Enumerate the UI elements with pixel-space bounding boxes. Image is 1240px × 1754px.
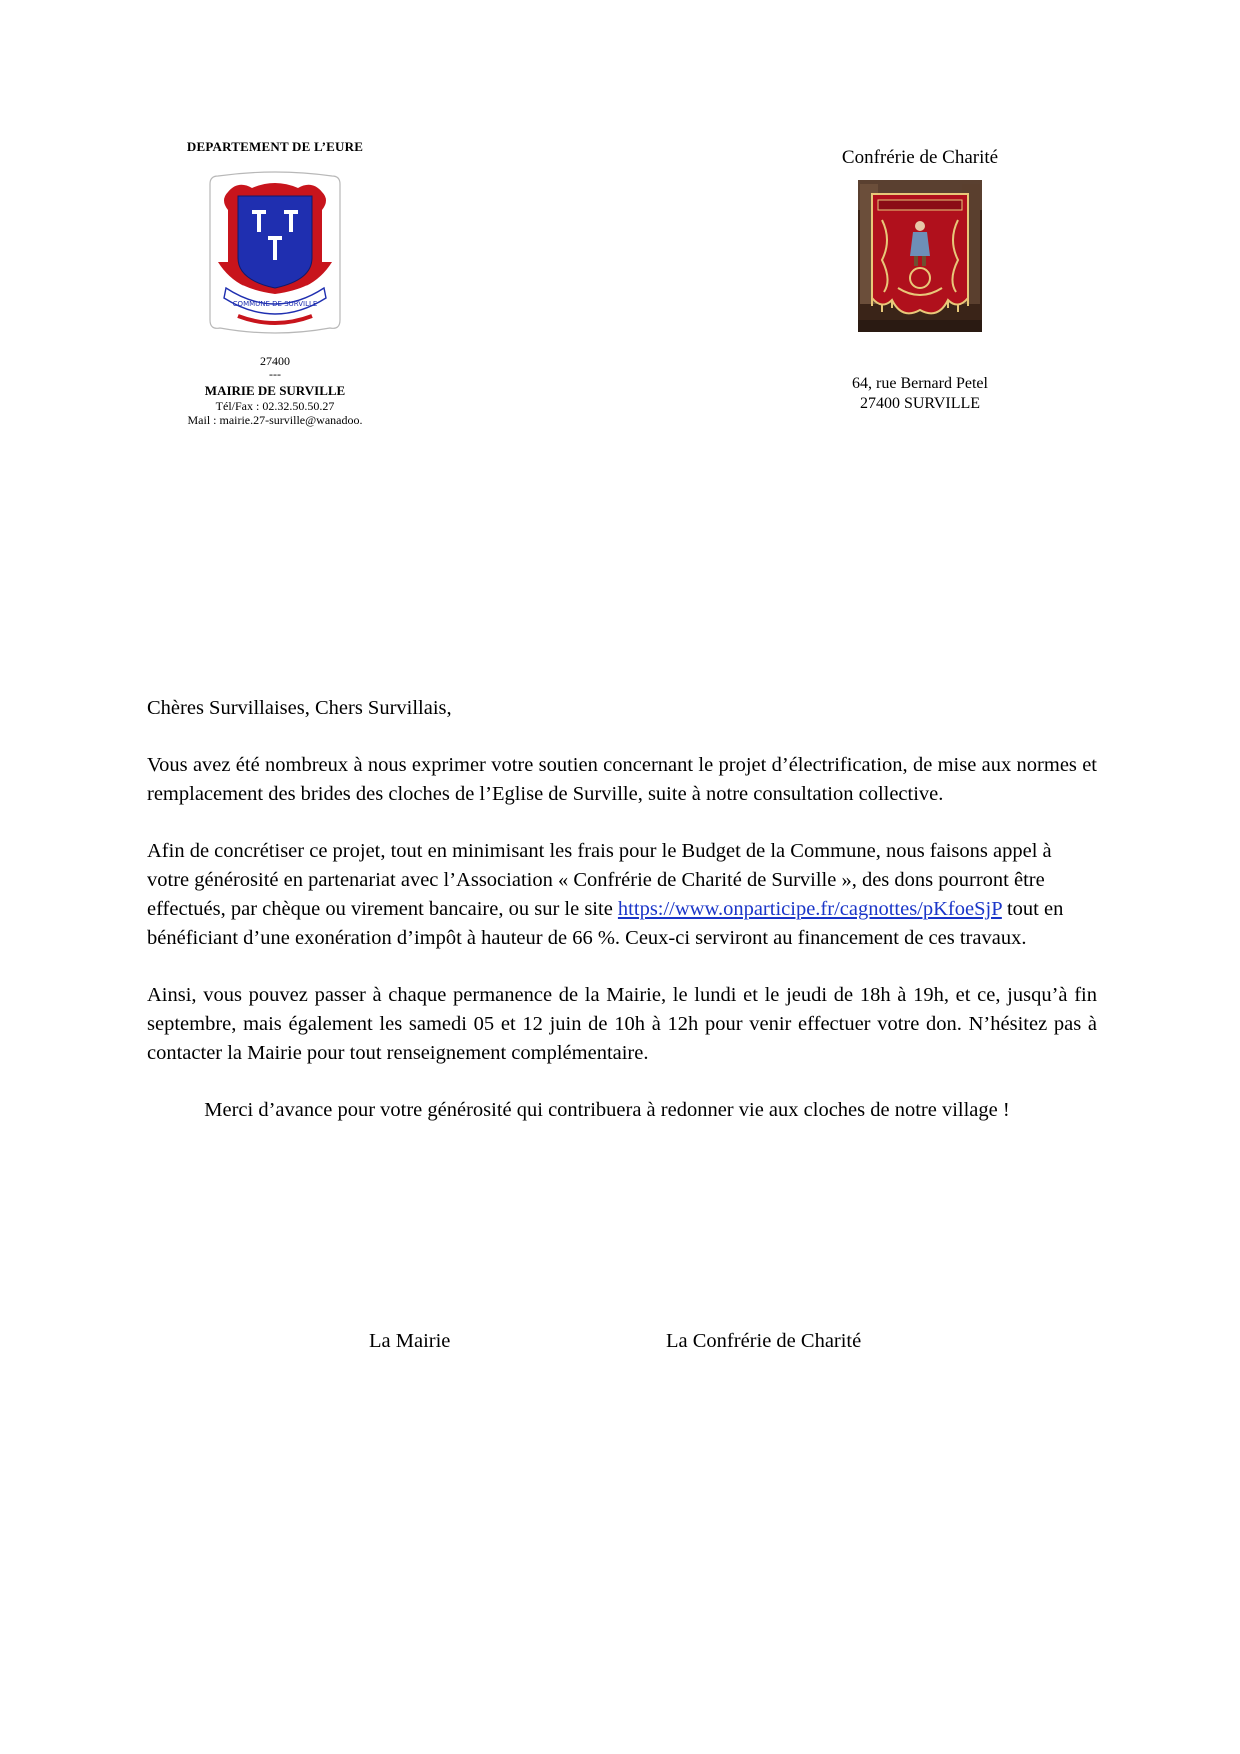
mairie-mail: Mail : mairie.27-surville@wanadoo. — [187, 413, 363, 427]
confrerie-address-street: 64, rue Bernard Petel — [852, 375, 988, 392]
confrerie-banner-photo — [858, 180, 982, 332]
mairie-phone: Tél/Fax : 02.32.50.50.27 — [215, 399, 335, 413]
paragraph-project: Vous avez été nombreux à nous exprimer votre soutien concernant le projet d’électrification, de mise aux normes et remplacement des brides des cloches de l’Eglise de Surville, suite à notre consultation collective. — [147, 754, 1097, 805]
mairie-header — [150, 138, 400, 427]
paragraph-donation-tail: tout en bénéficiant d’une exonération d’impôt à hauteur de 66 %. Ceux-ci serviront au financement de ces travaux. — [147, 898, 1064, 949]
paragraph-donation-text: Afin de concrétiser ce projet, tout en minimisant les frais pour le Budget de la Commune, nous faisons appel à votre générosité en partenariat avec l’Association « Confrérie de Charité de Surville », des dons pourront être effectués, par chèque ou virement bancaire, ou sur le site — [147, 840, 1052, 920]
signature-confrerie: La Confrérie de Charité — [666, 1330, 862, 1352]
separator: --- — [269, 367, 281, 381]
confrerie-title: Confrérie de Charité — [841, 147, 999, 168]
department-title: DEPARTEMENT DE L’EURE — [186, 139, 364, 154]
greeting: Chères Survillaises, Chers Survillais, — [147, 697, 452, 719]
confrerie-header — [790, 146, 1050, 414]
commune-crest-logo — [208, 170, 342, 334]
paragraph-donation — [147, 837, 1097, 953]
paragraph-permanence: Ainsi, vous pouvez passer à chaque permanence de la Mairie, le lundi et le jeudi de 18h à 19h, et ce, jusqu’à fin septembre, mais également les samedi 05 et 12 juin de 10h à 12h pour venir effectuer votre don. N’hésitez pas à contacter la Mairie pour tout renseignement complémentaire. — [147, 984, 1097, 1064]
confrerie-address-city: 27400 SURVILLE — [859, 395, 981, 412]
postal-code: 27400 — [260, 354, 290, 368]
thanks-message: Merci d’avance pour votre générosité qui contribuera à redonner vie aux cloches de notre village ! — [204, 1099, 1010, 1121]
signature-mairie: La Mairie — [369, 1330, 451, 1352]
mairie-name: MAIRIE DE SURVILLE — [204, 383, 346, 398]
letter-body — [147, 694, 1097, 1153]
crest-motto: COMMUNE DE SURVILLE — [232, 300, 318, 308]
cagnotte-link[interactable]: https://www.onparticipe.fr/cagnottes/pKfoeSjP — [617, 898, 1002, 920]
